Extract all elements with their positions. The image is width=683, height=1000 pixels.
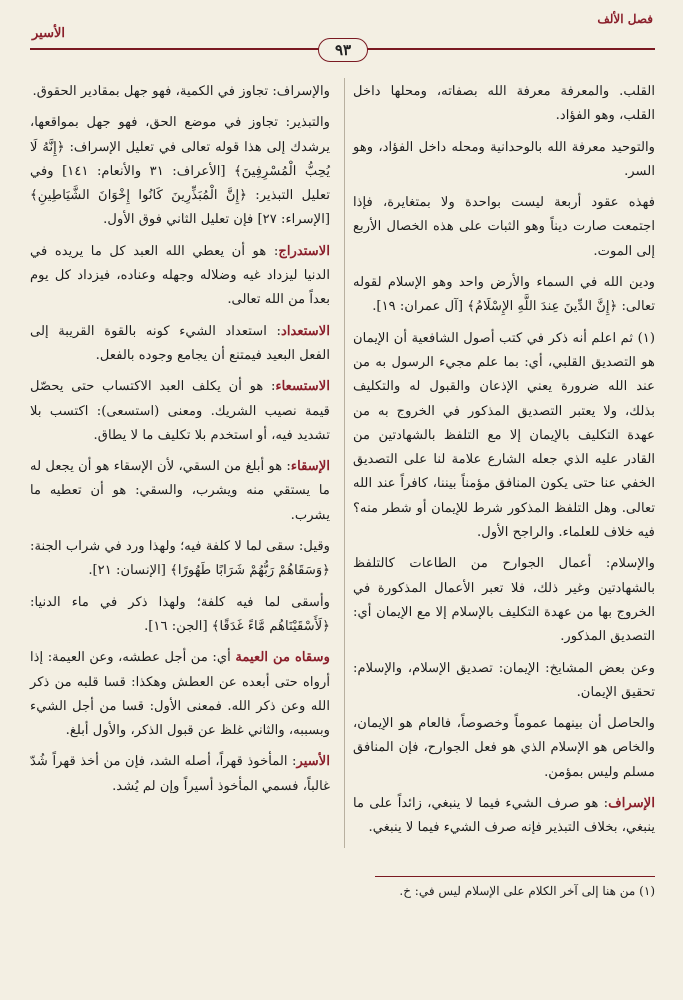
page-number: ٩٣: [318, 38, 368, 62]
entry-asir: الأسير: المأخوذ قهراً، أصله الشد، فإن من أخذ قهراً شُدّ غالباً، فسمي المأخوذ أسيراً وإن لم يُشد.: [30, 754, 330, 794]
entry-term: الاستعداد: [280, 323, 330, 339]
paragraph: فهذه عقود أربعة ليست بواحدة ولا بمتغايرة، فإذا اجتمعت صارت ديناً وهو الثبات على هذه الخصال الأربع إلى الموت.: [353, 195, 655, 259]
entry-istisaa: الاستسعاء: هو أن يكلف العبد الاكتساب حتى يحصّل قيمة نصيب الشريك. ومعنى (استسعى): اكتسب بلا تشديد فيه، أو استخدم بلا تكليف ما لا يطاق.: [30, 379, 330, 443]
entry-israf: الإسراف: هو صرف الشيء فيما لا ينبغي، زائداً على ما ينبغي، بخلاف التبذير فإنه صرف الشيء فيما لا ينبغي.: [353, 796, 655, 836]
entry-term: وسقاه من العيمة: [235, 650, 331, 666]
footnote-rule: [375, 876, 655, 877]
entry-istidad: الاستعداد: استعداد الشيء كونه بالقوة القريبة إلى الفعل البعيد فيمتنع أن يجامع وجوده بالفعل.: [30, 323, 330, 363]
section-title: فصل الألف: [597, 12, 653, 26]
paragraph: والتبذير: تجاوز في موضع الحق، فهو جهل بمواقعها، يرشدك إلى هذا قوله تعالى في تعليل الإسراف: ﴿إِنَّهُ لَا يُحِبُّ الْمُسْرِفِينَ﴾ [الأعراف: ٣١ والأنعام: ١٤١] وفي تعليل التبذير: ﴿إِنَّ الْمُبَذِّرِينَ كَانُوا إِخْوَانَ الشَّيَاطِينِ﴾ [الإسراء: ٢٧] فإن تعليل الثاني فوق الأول.: [30, 115, 330, 228]
entry-term: الأسير: [296, 754, 330, 770]
entry-term: الاستدراج: [278, 243, 330, 259]
paragraph: وقيل: سقى لما لا كلفة فيه؛ ولهذا ورد في شراب الجنة: ﴿وَسَقَاهُمْ رَبُّهُمْ شَرَابًا طَهُورًا﴾ [الإنسان: ٢١].: [30, 539, 330, 579]
entry-term: الاستسعاء: [275, 379, 330, 395]
paragraph: (١) ثم اعلم أنه ذكر في كتب أصول الشافعية أن الإيمان هو التصديق القلبي، أي: بما علم مجيء الرسول به من عند الله ضرورة يعني الإذعان والقبول له والتكليف بذلك، ولا يعتبر التصديق المذكور في الخروج به من عهدة التكليف بالإيمان إلا مع التلفظ بالشهادتين من القادر عليه الذي جعله الشارع علامة لنا على التصديق الخفي عنا حتى يكون المنافق مؤمناً بيننا، كافراً عند الله تعالى. وهل التلفظ المذكور شرط للإيمان أو شطر منه؟ فيه خلاف للعلماء. والراجح الأول.: [353, 330, 655, 541]
footnote: (١) من هنا إلى آخر الكلام على الإسلام ليس في: خ.: [399, 884, 655, 898]
entry-istidraj: الاستدراج: هو أن يعطي الله العبد كل ما يريده في الدنيا ليزداد غيه وضلاله وجهله وعناده، فيزداد كل يوم بعداً من الله تعالى.: [30, 243, 330, 308]
entry-isqaa: الإسقاء: هو أبلغ من السقي، لأن الإسقاء هو أن يجعل له ما يستقي منه ويشرب، والسقي: هو أن تعطيه ما يشرب.: [30, 459, 330, 523]
right-column: [353, 80, 655, 848]
column-divider: [344, 78, 345, 848]
entry-term: الإسقاء: [290, 459, 330, 475]
paragraph: القلب. والمعرفة معرفة الله بصفاته، ومحلها داخل القلب، وهو الفؤاد.: [353, 84, 655, 124]
paragraph: وعن بعض المشايخ: الإيمان: تصديق الإسلام، والإسلام: تحقيق الإيمان.: [353, 660, 655, 700]
paragraph: والإسلام: أعمال الجوارح من الطاعات كالتلفظ بالشهادتين وغير ذلك، فلا تعبر الأعمال المذكورة في الخروج بها من عهدة التكليف بالإسلام إلا مع الإيمان أي: التصديق المذكور.: [353, 556, 655, 645]
entry-term: الإسراف: [608, 796, 655, 812]
paragraph: ودين الله في السماء والأرض واحد وهو الإسلام لقوله تعالى: ﴿إِنَّ الدِّينَ عِندَ اللَّهِ الإِسْلَامُ﴾ [آل عمران: ١٩].: [353, 275, 655, 315]
paragraph: والحاصل أن بينهما عموماً وخصوصاً، فالعام هو الإيمان، والخاص هو الإسلام الذي هو فعل الجوارح، فإن المنافق مسلم وليس بمؤمن.: [353, 716, 655, 780]
entry-title: الأسير: [32, 26, 66, 41]
paragraph: وأسقى لما فيه كلفة؛ ولهذا ذكر في ماء الدنيا: ﴿لَأَسْقَيْنَاهُم مَّاءً غَدَقًا﴾ [الجن: ١٦].: [30, 594, 330, 634]
left-column: [30, 80, 330, 806]
paragraph: والتوحيد معرفة الله بالوحدانية ومحله داخل الفؤاد، وهو السر.: [353, 139, 655, 179]
paragraph: والإسراف: تجاوز في الكمية، فهو جهل بمقادير الحقوق.: [32, 84, 330, 99]
entry-ayma: وسقاه من العيمة أي: من أجل عطشه، وعن العيمة: إذا أرواه حتى أبعده عن العطش وهكذا: قسا قلبه من ذكر الله وعن ذكر الله. فمعنى الأول: قسا من أجل الشيء وبسببه، والثاني غلظ عن قبول الذكر، والأول أبلغ.: [30, 650, 331, 739]
